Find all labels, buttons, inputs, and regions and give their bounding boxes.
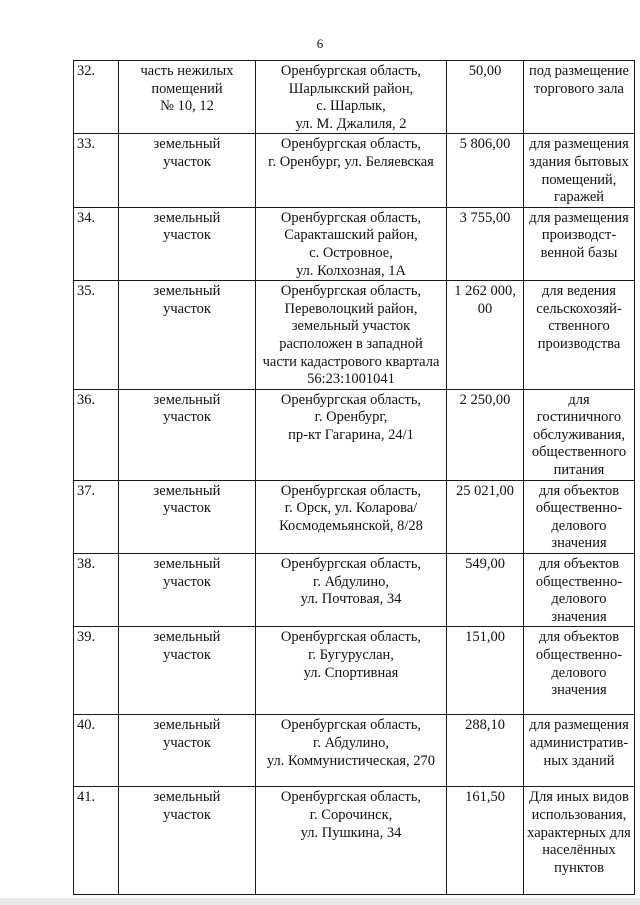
area-line: 25 021,00 [456,482,514,499]
row-number-cell: 40. [74,715,119,787]
area-line: 1 262 000, [454,283,516,300]
purpose-line: для размещения [529,717,629,734]
purpose-line: для размещения [529,136,629,153]
address-line: г. Бугуруслан, [308,647,394,663]
purpose-line: для размещения [529,209,629,226]
object-type-cell [119,480,256,553]
object-type-line: участок [163,153,211,170]
purpose-line: значения [551,682,607,699]
purpose-cell [524,787,635,895]
row-number-cell: 36. [74,389,119,480]
address-line: Оренбургская область, [280,717,422,734]
object-type-line: № 10, 12 [160,98,214,115]
address-cell [256,281,447,390]
purpose-line: для объектов [538,629,620,646]
address-cell [256,554,447,627]
object-type-line: участок [163,409,211,426]
purpose-line: административ- [529,735,629,751]
table-row [74,281,635,390]
address-line: ул. Почтовая, 34 [300,591,402,608]
purpose-line: венной базы [540,244,618,261]
address-line: Шарлыкский район, [288,80,414,97]
address-line: Оренбургская область, [280,63,422,79]
area-line: 151,00 [465,629,505,646]
object-type-line: земельный [153,136,221,153]
address-line: г. Абдулино, [313,573,389,590]
purpose-cell [524,281,635,390]
purpose-line: общественно- [535,647,623,663]
purpose-line: пунктов [554,859,604,876]
purpose-line: делового [551,664,607,681]
purpose-line: обслуживания, [532,426,626,443]
address-line: части кадастрового квартала [262,353,440,370]
area-cell [447,715,524,787]
object-type-line: часть нежилых [140,63,234,79]
object-type-line: участок [163,573,211,590]
table-row [74,787,635,895]
purpose-line: населённых [542,842,616,859]
address-line: Оренбургская область, [280,136,422,153]
area-line: 2 250,00 [459,391,511,408]
area-line: 5 806,00 [459,136,511,153]
address-line: пр-кт Гагарина, 24/1 [288,426,414,443]
address-line: с. Островное, [309,244,393,261]
table-row [74,61,635,134]
purpose-cell [524,554,635,627]
address-cell [256,787,447,895]
purpose-line: общественно- [535,573,623,590]
address-line: 56:23:1001041 [307,371,395,388]
purpose-line: торгового зала [534,80,624,97]
table-row [74,134,635,207]
address-line: Саракташский район, [284,227,418,244]
area-line: 288,10 [465,717,505,734]
table-row [74,389,635,480]
area-line: 549,00 [465,556,505,573]
purpose-line: гаражей [553,189,605,206]
purpose-cell [524,480,635,553]
row-number-cell: 37. [74,480,119,553]
purpose-line: делового [551,591,607,608]
object-type-line: участок [163,647,211,663]
row-number-cell: 32. [74,61,119,134]
address-line: ул. Колхозная, 1А [296,262,406,279]
purpose-line: под размещение [529,63,629,79]
object-type-line: участок [163,227,211,244]
object-type-line: земельный [153,482,221,499]
area-line: 00 [477,300,493,317]
address-line: с. Шарлык, [316,98,386,115]
address-cell [256,207,447,280]
page-number: 6 [316,36,324,51]
purpose-line: ных зданий [543,752,615,769]
address-cell [256,715,447,787]
purpose-line: общественно- [535,500,623,517]
address-line: Оренбургская область, [280,391,422,408]
purpose-line: для ведения [542,283,616,300]
purpose-line: использования, [531,807,627,823]
address-line: ул. Коммунистическая, 270 [266,752,436,769]
object-type-line: земельный [153,209,221,226]
address-line: Оренбургская область, [280,209,422,226]
address-cell [256,134,447,207]
row-number-cell: 41. [74,787,119,895]
purpose-line: питания [553,462,605,479]
address-cell [256,61,447,134]
object-type-line: земельный [153,629,221,646]
object-type-line: земельный [153,556,221,573]
purpose-line: помещений, [541,171,617,188]
purpose-line: общественного [531,444,627,461]
address-line: Оренбургская область, [280,482,422,499]
purpose-cell [524,134,635,207]
purpose-line: здания бытовых [529,153,629,170]
address-line: ул. Спортивная [303,664,399,681]
address-line: г. Орск, ул. Коларова/ [284,500,418,517]
purpose-line: для [568,391,590,408]
object-type-line: участок [163,735,211,751]
address-line: Оренбургская область, [280,629,422,646]
purpose-cell [524,207,635,280]
object-type-line: земельный [153,717,221,734]
area-line: 161,50 [465,789,505,806]
area-cell [447,787,524,895]
object-type-line: земельный [153,391,221,408]
area-cell [447,281,524,390]
purpose-line: значения [551,535,607,552]
address-line: ул. М. Джалиля, 2 [295,115,407,132]
object-type-cell [119,554,256,627]
purpose-line: ственного [548,318,610,335]
object-type-cell [119,207,256,280]
table-row [74,715,635,787]
area-cell [447,480,524,553]
row-number-cell: 34. [74,207,119,280]
purpose-line: производст- [541,227,617,244]
purpose-line: значения [551,608,607,625]
address-line: Оренбургская область, [280,556,422,573]
object-type-line: участок [163,807,211,823]
purpose-cell [524,715,635,787]
object-type-line: земельный [153,283,221,300]
area-line: 3 755,00 [459,209,511,226]
area-cell [447,207,524,280]
row-number-cell: 33. [74,134,119,207]
address-line: расположен в западной [279,335,423,352]
address-cell [256,627,447,715]
area-cell [447,134,524,207]
area-cell [447,389,524,480]
purpose-line: сельскохозяй- [536,300,622,317]
address-line: Оренбургская область, [280,283,422,300]
object-type-cell [119,787,256,895]
address-line: г. Оренбург, [314,409,388,426]
area-cell [447,61,524,134]
purpose-line: для объектов [538,556,620,573]
address-line: ул. Пушкина, 34 [300,824,402,841]
area-cell [447,554,524,627]
purpose-line: для объектов [538,482,620,499]
table-row [74,627,635,715]
table-row [74,554,635,627]
address-line: г. Сорочинск, [309,807,393,823]
area-cell [447,627,524,715]
object-type-line: земельный [153,789,221,806]
purpose-cell [524,627,635,715]
area-line: 50,00 [468,63,502,79]
purpose-cell [524,61,635,134]
object-type-cell [119,715,256,787]
address-line: Оренбургская область, [280,789,422,806]
purpose-line: делового [551,517,607,534]
object-type-cell [119,61,256,134]
object-type-cell [119,134,256,207]
scan-bottom-edge [0,898,640,905]
table-row [74,207,635,280]
purpose-line: гостиничного [536,409,622,426]
row-number-cell: 35. [74,281,119,390]
address-line: Переволоцкий район, [284,300,418,317]
object-type-cell [119,281,256,390]
address-line: земельный участок [291,318,411,335]
row-number-cell: 39. [74,627,119,715]
purpose-line: производства [537,335,621,352]
object-type-line: участок [163,300,211,317]
table-row [74,480,635,553]
purpose-cell [524,389,635,480]
address-cell [256,480,447,553]
address-line: г. Оренбург, ул. Беляевская [268,153,434,170]
object-type-cell [119,627,256,715]
object-type-line: участок [163,500,211,517]
address-line: г. Абдулино, [313,735,389,751]
property-table-body [74,61,635,895]
address-cell [256,389,447,480]
object-type-cell [119,389,256,480]
row-number-cell: 38. [74,554,119,627]
address-line: Космодемьянской, 8/28 [279,517,423,534]
object-type-line: помещений [151,80,223,97]
purpose-line: характерных для [527,824,631,841]
purpose-line: Для иных видов [529,789,629,806]
property-table [73,60,635,895]
